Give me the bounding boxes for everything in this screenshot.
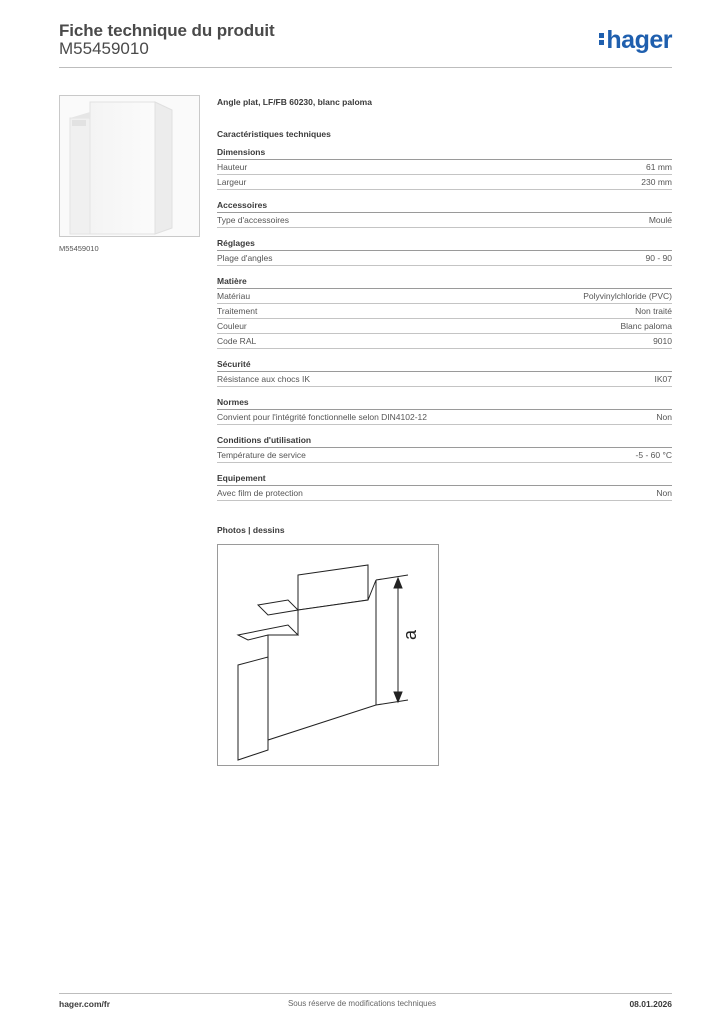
spec-value: Non (656, 412, 672, 422)
spec-label: Plage d'angles (217, 253, 273, 263)
logo-text: hager (606, 26, 672, 54)
footer-divider (59, 993, 672, 994)
spec-label: Hauteur (217, 162, 248, 172)
spec-row (217, 304, 672, 319)
section-normes (217, 397, 672, 425)
spec-label: Code RAL (217, 336, 257, 346)
spec-row (217, 486, 672, 501)
section-title: Sécurité (217, 359, 672, 372)
spec-value: Moulé (648, 215, 672, 225)
section-matiere (217, 276, 672, 349)
spec-value: Polyvinylchloride (PVC) (583, 291, 672, 301)
footer-disclaimer: Sous réserve de modifications techniques (287, 999, 437, 1008)
spec-value: 90 - 90 (645, 253, 672, 263)
thumbnail-caption: M55459010 (59, 244, 99, 253)
product-thumbnail (59, 95, 200, 237)
section-title: Normes (217, 397, 672, 410)
spec-row (217, 213, 672, 228)
product-thumbnail-image (60, 96, 200, 237)
spec-value: Non traité (635, 306, 672, 316)
spec-value: Non (656, 488, 672, 498)
spec-row (217, 289, 672, 304)
spec-value: Blanc paloma (620, 321, 672, 331)
section-dimensions (217, 147, 672, 190)
spec-sections (217, 147, 672, 501)
spec-label: Matériau (217, 291, 251, 301)
dimension-label: a (400, 629, 420, 640)
spec-content (217, 97, 672, 766)
spec-label: Largeur (217, 177, 247, 187)
section-title: Equipement (217, 473, 672, 486)
specs-heading: Caractéristiques techniques (217, 129, 331, 139)
spec-value: 61 mm (646, 162, 672, 172)
footer-website-link[interactable]: hager.com/fr (59, 999, 111, 1009)
spec-value: 230 mm (641, 177, 672, 187)
spec-row (217, 448, 672, 463)
spec-row (217, 175, 672, 190)
document-title: Fiche technique du produit (59, 21, 275, 40)
spec-label: Traitement (217, 306, 258, 316)
spec-label: Avec film de protection (217, 488, 303, 498)
spec-label: Couleur (217, 321, 247, 331)
spec-row (217, 372, 672, 387)
spec-value: 9010 (653, 336, 672, 346)
spec-label: Résistance aux chocs IK (217, 374, 311, 384)
spec-row (217, 334, 672, 349)
spec-row (217, 319, 672, 334)
section-title: Accessoires (217, 200, 672, 213)
section-title: Conditions d'utilisation (217, 435, 672, 448)
section-title: Dimensions (217, 147, 672, 160)
section-title: Réglages (217, 238, 672, 251)
section-title: Matière (217, 276, 672, 289)
spec-row (217, 251, 672, 266)
photos-title: Photos | dessins (217, 525, 285, 535)
product-name: Angle plat, LF/FB 60230, blanc paloma (217, 97, 372, 107)
section-conditions (217, 435, 672, 463)
section-securite (217, 359, 672, 387)
section-reglages (217, 238, 672, 266)
spec-label: Convient pour l'intégrité fonctionnelle selon DIN4102-12 (217, 412, 428, 422)
hager-logo[interactable] (599, 28, 672, 53)
spec-value: -5 - 60 °C (635, 450, 672, 460)
header-divider (59, 67, 672, 68)
spec-label: Type d'accessoires (217, 215, 290, 225)
technical-drawing (217, 544, 439, 766)
section-accessoires (217, 200, 672, 228)
spec-value: IK07 (654, 374, 672, 384)
footer-date: 08.01.2026 (629, 999, 672, 1009)
section-equipement (217, 473, 672, 501)
spec-row (217, 410, 672, 425)
product-reference: M55459010 (59, 39, 149, 58)
spec-label: Température de service (217, 450, 306, 460)
spec-row (217, 160, 672, 175)
technical-drawing-image (218, 545, 438, 765)
logo-dots-icon (599, 31, 604, 47)
